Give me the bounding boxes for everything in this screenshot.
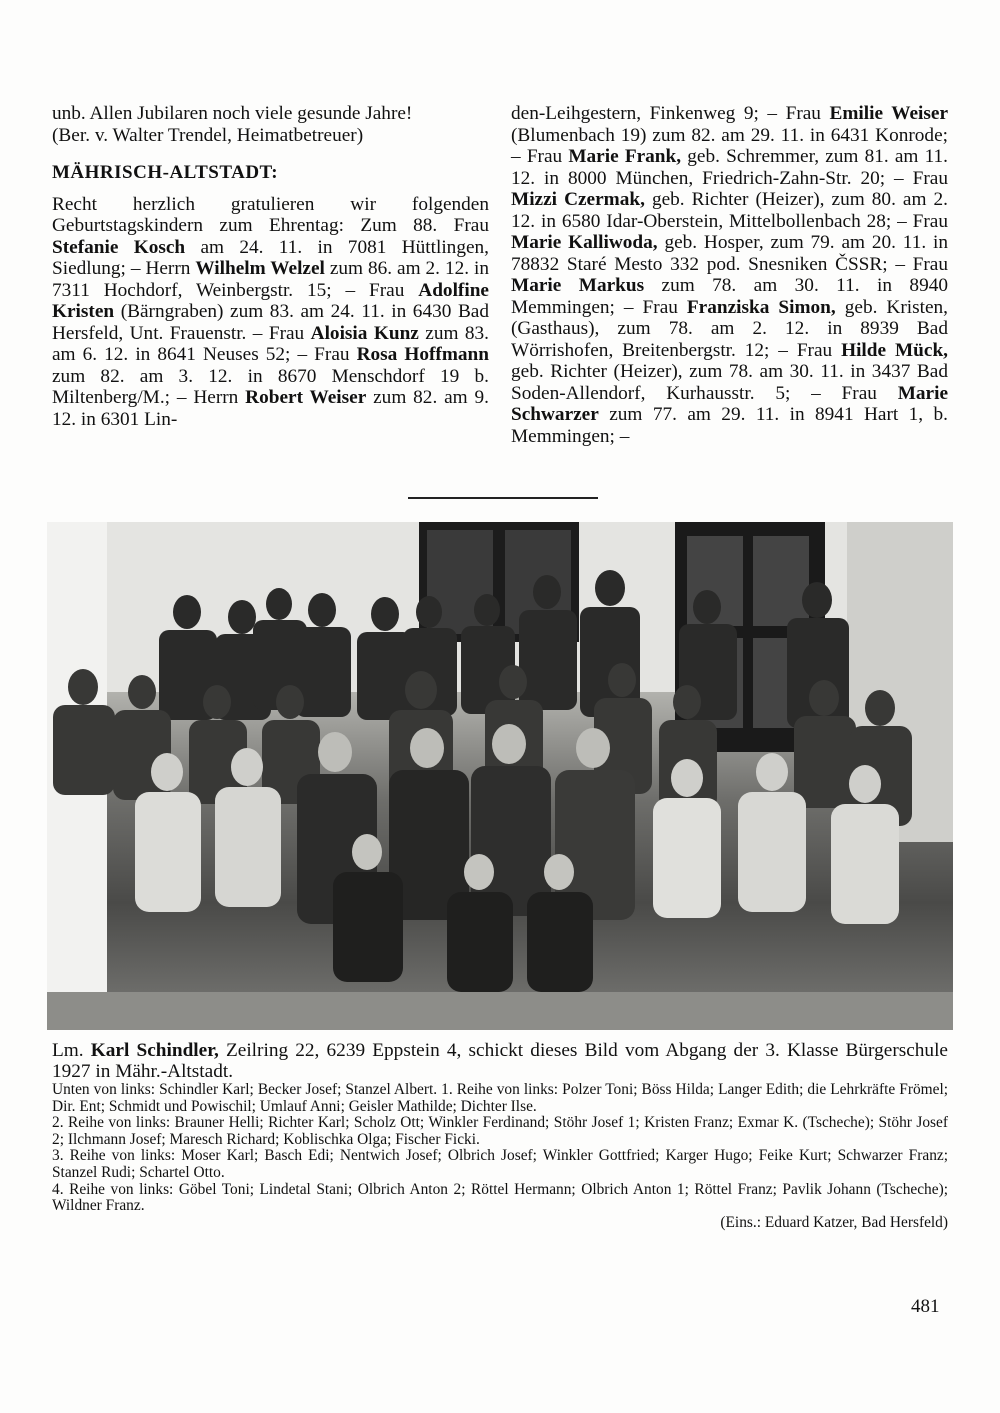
person-name: Marie Schwarzer [511,382,948,425]
caption-row-2: 2. Reihe von links: Brauner Helli; Richter Karl; Scholz Ott; Winkler Ferdinand; Stöhr Josef 1; Kristen Franz; Exmar K. (Tscheche); Stöhr Josef 2; Ilchmann Josef; Maresch Richard; Koblischka Olga; Fischer Ficki. [52,1114,948,1148]
caption-main: Lm. Karl Schindler, Zeilring 22, 6239 Eppstein 4, schickt dieses Bild vom Abgang der 3. Klasse Bürgerschule 1927 in Mähr.-Altstadt. [52,1040,948,1082]
signature: (Ber. v. Walter Trendel, Heimatbetreuer) [52,124,364,146]
person-name: Mizzi Czermak, [511,189,645,210]
section-divider [408,497,598,499]
caption-credit: (Eins.: Eduard Katzer, Bad Hersfeld) [720,1213,948,1231]
caption-front-row: Unten von links: Schindler Karl; Becker Josef; Stanzel Albert. 1. Reihe von links: Polzer Toni; Böss Hilda; Langer Edith; die Lehrkräfte Frömel; Dir. Ent; Schmidt und Powischil; Umlauf Anni; Geisler Mathilde; Dichter Ilse. [52,1081,948,1115]
person-name: Hilde Mück, [841,339,948,361]
caption-credit-line [52,1215,948,1232]
section-heading: MÄHRISCH-ALTSTADT: [52,162,279,183]
person-name: Wilhelm Welzel [195,258,325,279]
person-name: Karl Schindler, [90,1040,219,1061]
person-name: Emilie Weiser [829,103,949,124]
person-name: Marie Markus [511,275,645,296]
photo-caption [52,1040,948,1231]
group-photo-illustration [47,522,953,1030]
person-name: Aloisia Kunz [310,322,419,344]
person-name: Marie Frank, [568,146,682,167]
person-name: Robert Weiser [245,387,367,408]
left-column [52,103,489,430]
person-name: Rosa Hoffmann [356,344,489,365]
caption-row-4 [52,1182,948,1215]
page-number: 481 [911,1296,940,1317]
class-group-photo [47,522,953,1030]
person-name: Stefanie Kosch [52,236,186,258]
intro-text: unb. Allen Jubilaren noch viele gesunde Jahre! [52,103,413,124]
caption-row-3: 3. Reihe von links: Moser Karl; Basch Edi; Nentwich Josef; Olbrich Josef; Winkler Gottfried; Karger Hugo; Feike Kurt; Schwarzer Franz; Stanzel Rudi; Schartel Otto. [52,1147,948,1181]
caption-row-4-text: 4. Reihe von links: Göbel Toni; Lindetal Stani; Olbrich Anton 2; Röttel Hermann; Olbrich Anton 1; Röttel Franz; Pavlik Johann (Tscheche); Wildner Franz. [52,1180,948,1215]
birthday-list-right: den-Leihgestern, Finkenweg 9; – Frau Emilie Weiser (Blumenbach 19) zum 82. am 29. 11. in 6431 Konrode; – Frau Marie Frank, geb. Schremmer, zum 81. am 11. 12. in 8000 München, Friedrich-Zahn-Str. 20; – Frau Mizzi Czermak, geb. Richter (Heizer), zum 80. am 2. 12. in 6580 Idar-Oberstein, Mittelbollenbach 28; – Frau Marie Kalliwoda, geb. Hosper, zum 79. am 20. 11. in 78832 Staré Mesto 332 pod. Snesniken ČSSR; – Frau Marie Markus zum 78. am 30. 11. in 8940 Memmingen; – Frau Franziska Simon, geb. Kristen, (Gasthaus), zum 78. am 2. 12. in 8939 Bad Wörrishofen, Breitenbergstr. 12; – Frau Hilde Mück, geb. Richter (Heizer), zum 78. am 30. 11. in 3437 Bad Soden-Allendorf, Kurhausstr. 5; – Frau Marie Schwarzer zum 77. am 29. 11. in 8941 Hart 1, b. Memmingen; – [511,103,949,447]
right-column [511,103,948,447]
person-name: Adolfine Kristen [52,279,489,322]
person-name: Marie Kalliwoda, [511,232,658,253]
person-name: Franziska Simon, [686,296,836,318]
birthday-list-left: Recht herzlich gratulieren wir folgenden Geburtstagskindern zum Ehrentag: Zum 88. Frau Stefanie Kosch am 24. 11. in 7081 Hüttlingen, Siedlung; – Herrn Wilhelm Welzel zum 86. am 2. 12. in 7311 Hochdorf, Weinbergstr. 15; – Frau Adolfine Kristen (Bärngraben) zum 83. am 24. 11. in 6430 Bad Hersfeld, Unt. Frauenstr. – Frau Aloisia Kunz zum 83. am 6. 12. in 8641 Neuses 52; – Frau Rosa Hoffmann zum 82. am 3. 12. in 8670 Menschdorf 19 b. Miltenberg/M.; – Herrn Robert Weiser zum 82. am 9. 12. in 6301 Lin- [52,193,490,430]
